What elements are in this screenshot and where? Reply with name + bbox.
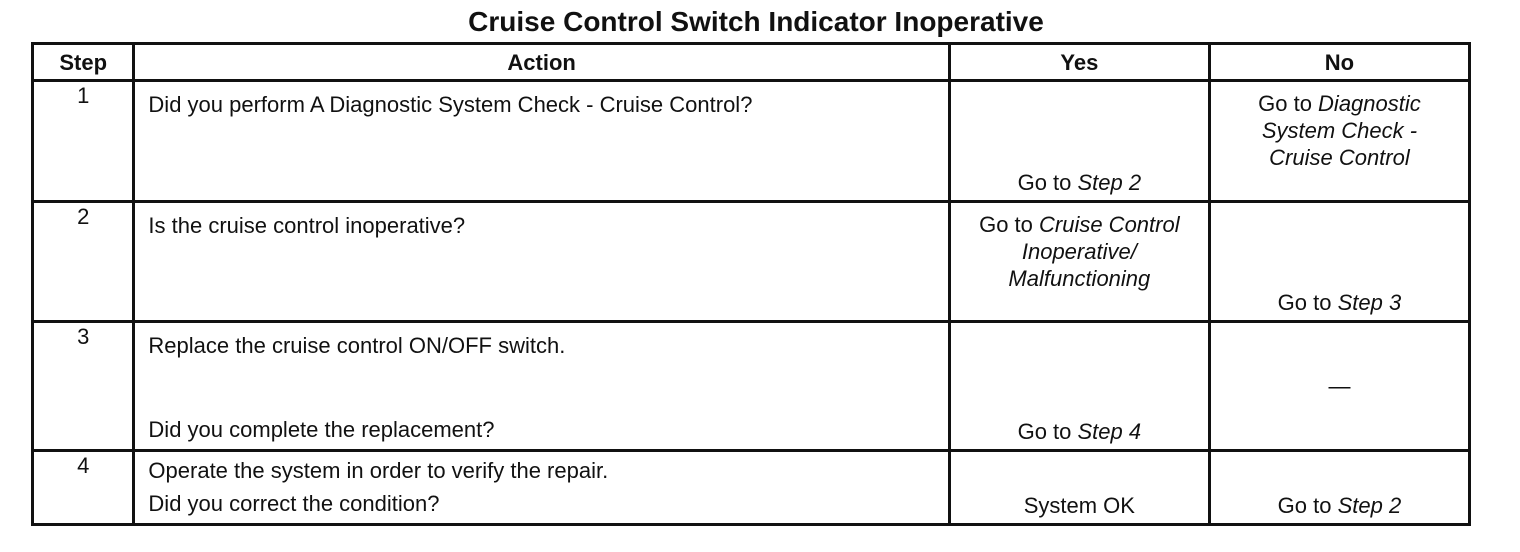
step-number: 4 bbox=[33, 451, 134, 525]
yes-instruction bbox=[951, 418, 1208, 445]
step-link[interactable]: Step 2 bbox=[1337, 493, 1402, 518]
procedure-link[interactable]: Cruise Control bbox=[1269, 145, 1410, 170]
step-link[interactable]: Step 3 bbox=[1337, 290, 1402, 315]
action-cell bbox=[134, 81, 949, 202]
yes-instruction bbox=[951, 211, 1208, 292]
table-row bbox=[33, 202, 1470, 322]
yes-cell bbox=[949, 202, 1209, 322]
action-text: Is the cruise control inoperative? bbox=[148, 213, 466, 238]
step-number: 3 bbox=[33, 322, 134, 451]
header-yes: Yes bbox=[949, 44, 1209, 81]
action-question: Did you complete the replacement? bbox=[148, 417, 495, 442]
no-instruction bbox=[1211, 289, 1468, 316]
yes-cell bbox=[949, 322, 1209, 451]
diagnostic-table bbox=[31, 42, 1471, 526]
step-number: 1 bbox=[33, 81, 134, 202]
go-to-prefix: Go to bbox=[1277, 493, 1338, 518]
step-link[interactable]: Step 4 bbox=[1077, 419, 1142, 444]
action-text: Did you perform A Diagnostic System Check - Cruise Control? bbox=[148, 92, 753, 117]
header-step: Step bbox=[33, 44, 134, 81]
action-cell bbox=[134, 202, 949, 322]
header-action: Action bbox=[134, 44, 949, 81]
no-cell bbox=[1209, 322, 1469, 451]
go-to-prefix: Go to bbox=[1017, 170, 1078, 195]
action-text: Replace the cruise control ON/OFF switch. bbox=[148, 333, 566, 358]
no-instruction bbox=[1211, 90, 1468, 171]
action-question: Did you correct the condition? bbox=[148, 491, 440, 516]
procedure-link[interactable]: Diagnostic bbox=[1318, 91, 1421, 116]
yes-cell bbox=[949, 451, 1209, 525]
no-cell bbox=[1209, 202, 1469, 322]
no-cell bbox=[1209, 451, 1469, 525]
table-header-row bbox=[33, 44, 1470, 81]
table-row bbox=[33, 81, 1470, 202]
action-text: Operate the system in order to verify the repair. bbox=[148, 458, 609, 483]
yes-instruction bbox=[951, 169, 1208, 196]
action-cell bbox=[134, 451, 949, 525]
action-cell bbox=[134, 322, 949, 451]
table-row bbox=[33, 322, 1470, 451]
procedure-link[interactable]: Malfunctioning bbox=[1008, 266, 1151, 291]
no-instruction bbox=[1211, 492, 1468, 519]
procedure-link[interactable]: Cruise Control bbox=[1039, 212, 1180, 237]
go-to-prefix: Go to bbox=[979, 212, 1039, 237]
table-row bbox=[33, 451, 1470, 525]
no-cell bbox=[1209, 81, 1469, 202]
yes-instruction: System OK bbox=[1023, 493, 1135, 518]
yes-cell bbox=[949, 81, 1209, 202]
page-title: Cruise Control Switch Indicator Inoperative bbox=[468, 6, 1044, 37]
go-to-prefix: Go to bbox=[1258, 91, 1319, 116]
procedure-link[interactable]: Inoperative/ bbox=[1021, 239, 1137, 264]
procedure-link[interactable]: System Check - bbox=[1261, 118, 1418, 143]
step-link[interactable]: Step 2 bbox=[1077, 170, 1142, 195]
header-no: No bbox=[1209, 44, 1469, 81]
not-applicable-dash: — bbox=[1328, 373, 1351, 399]
step-number: 2 bbox=[33, 202, 134, 322]
go-to-prefix: Go to bbox=[1017, 419, 1078, 444]
go-to-prefix: Go to bbox=[1277, 290, 1338, 315]
